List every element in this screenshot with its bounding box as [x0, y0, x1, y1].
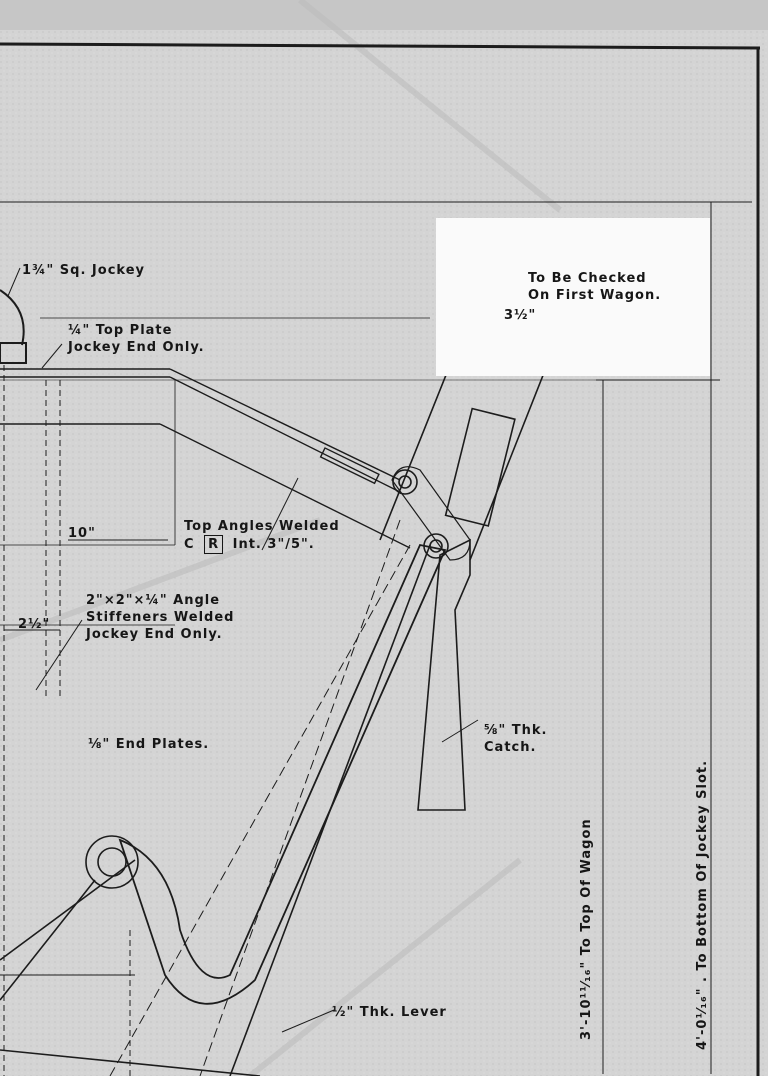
label-jockey: 1¾" Sq. Jockey [22, 263, 145, 278]
weld-symbol: R [204, 535, 223, 554]
label-end-plates: ⅛" End Plates. [88, 737, 210, 752]
dimension-3-5: 3½" [504, 308, 537, 323]
label-lever: ½" Thk. Lever [332, 1005, 447, 1020]
dimension-2-5: 2½" [18, 617, 51, 632]
label-catch: ⅝" Thk. Catch. [484, 723, 548, 755]
label-to-be-checked: To Be Checked On First Wagon. [528, 271, 662, 303]
label-top-plate: ¼" Top Plate Jockey End Only. [68, 323, 205, 355]
label-top-angles: Top Angles Welded C R Int. 3"/5". [184, 519, 340, 552]
dimension-top-of-wagon: 3'-10¹¹⁄₁₆" To Top Of Wagon [579, 818, 594, 1040]
dimension-bottom-jockey-slot: 4'-0¹⁄₁₆" . To Bottom Of Jockey Slot. [695, 759, 710, 1050]
paper-shadow [0, 0, 768, 30]
label-angle-stiffeners: 2"×2"×¼" Angle Stiffeners Welded Jockey End Only. [86, 593, 235, 642]
dimension-10: 10" [68, 526, 96, 541]
